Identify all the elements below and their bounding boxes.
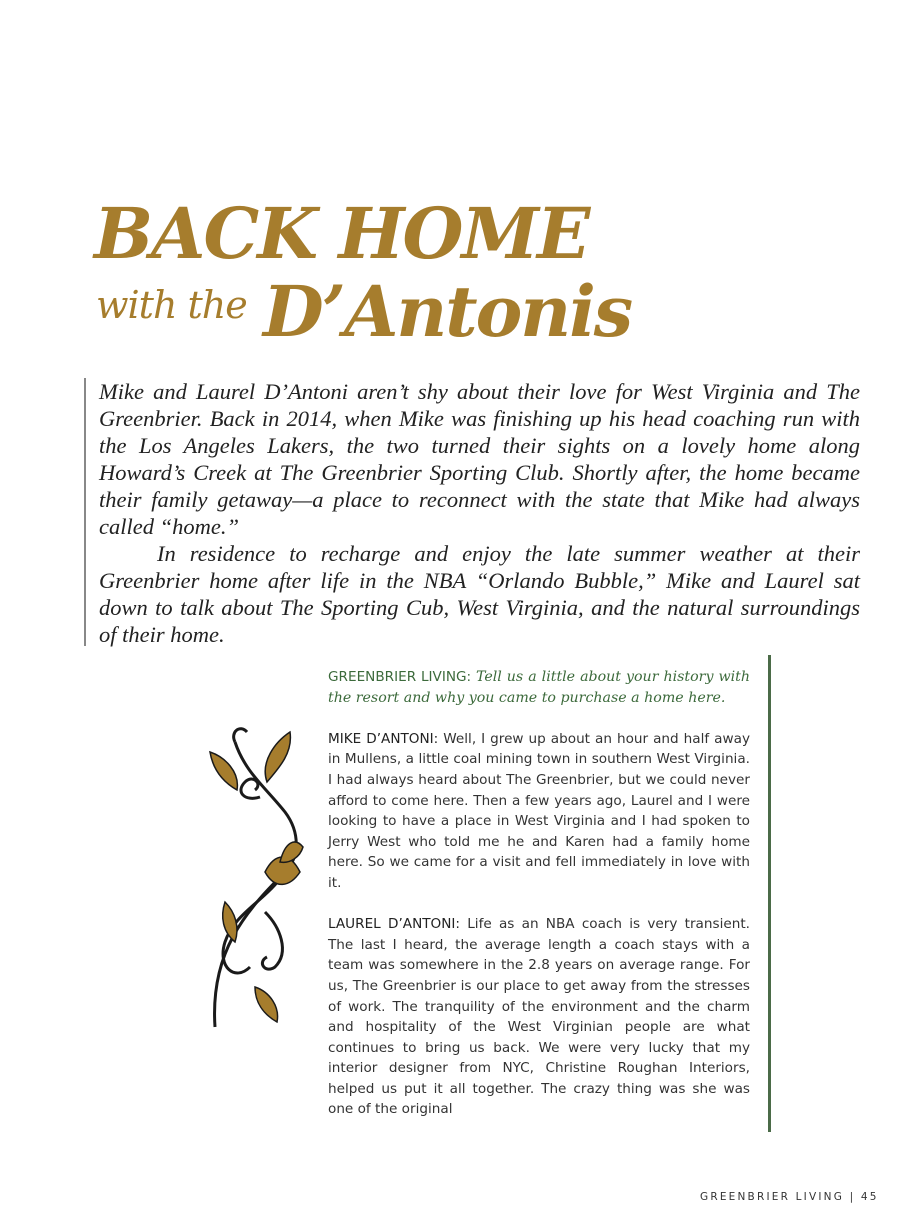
question-text: Tell us a little about your history with the resort and why you came to purchase a home here.: [328, 669, 750, 706]
headline-with-the: with the: [96, 283, 247, 327]
interview-question: [328, 667, 750, 708]
answer-text: Well, I grew up about an hour and half away in Mullens, a little coal mining town in southern West Virginia. I had always heard about The Greenbrier, but we could never afford to come here. Then a few years ago, Laurel and I were looking to have a place in West Virginia and I had spoken to Jerry West who told me he and Karen had a family home here. So we came for a visit and fell immediately in love with it.: [328, 730, 750, 891]
interview-column: [328, 667, 750, 1141]
intro-block: [84, 378, 860, 646]
answer-text: Life as an NBA coach is very transient. The last I heard, the average length a coach stays with a team was somewhere in the 2.8 years on average range. For us, The Greenbrier is our place to get away from the stresses of work. The tranquility of the environment and the charm and hospitality of the West Virginian people are what continues to bring us back. We were very lucky that my interior designer from NYC, Christine Roughan Interiors, helped us put it all together. The crazy thing was she was one of the original: [328, 916, 750, 1118]
intro-paragraph: In residence to recharge and enjoy the late summer weather at their Greenbrier home after life in the NBA “Orlando Bubble,” Mike and Laurel sat down to talk about The Sporting Cub, West Virginia, and the natural surroundings of their home.: [99, 541, 860, 647]
footer-separator: |: [849, 1191, 856, 1203]
flourish-ornament-icon: [205, 712, 305, 1032]
column-divider: [768, 655, 771, 1132]
question-speaker: GREENBRIER LIVING:: [328, 669, 472, 685]
headline-dantonis: D’Antonis: [263, 270, 632, 353]
interview-answer: [328, 914, 750, 1120]
page-number: 45: [860, 1191, 879, 1203]
footer-publication: GREENBRIER LIVING: [700, 1191, 845, 1203]
answer-speaker: MIKE D’ANTONI:: [328, 730, 439, 747]
headline-back-home: BACK HOME: [94, 192, 589, 275]
page-footer: [700, 1191, 879, 1203]
interview-answer: [328, 729, 750, 894]
answer-speaker: LAUREL D’ANTONI:: [328, 916, 460, 933]
intro-paragraph: Mike and Laurel D’Antoni aren’t shy about their love for West Virginia and The Greenbrier. Back in 2014, when Mike was finishing up his head coaching run with the Los Angeles Lakers, the two turned their sights on a lovely home along Howard’s Creek at The Greenbrier Sporting Club. Shortly after, the home became their family getaway—a place to reconnect with the state that Mike had always called “home.”: [99, 379, 860, 539]
